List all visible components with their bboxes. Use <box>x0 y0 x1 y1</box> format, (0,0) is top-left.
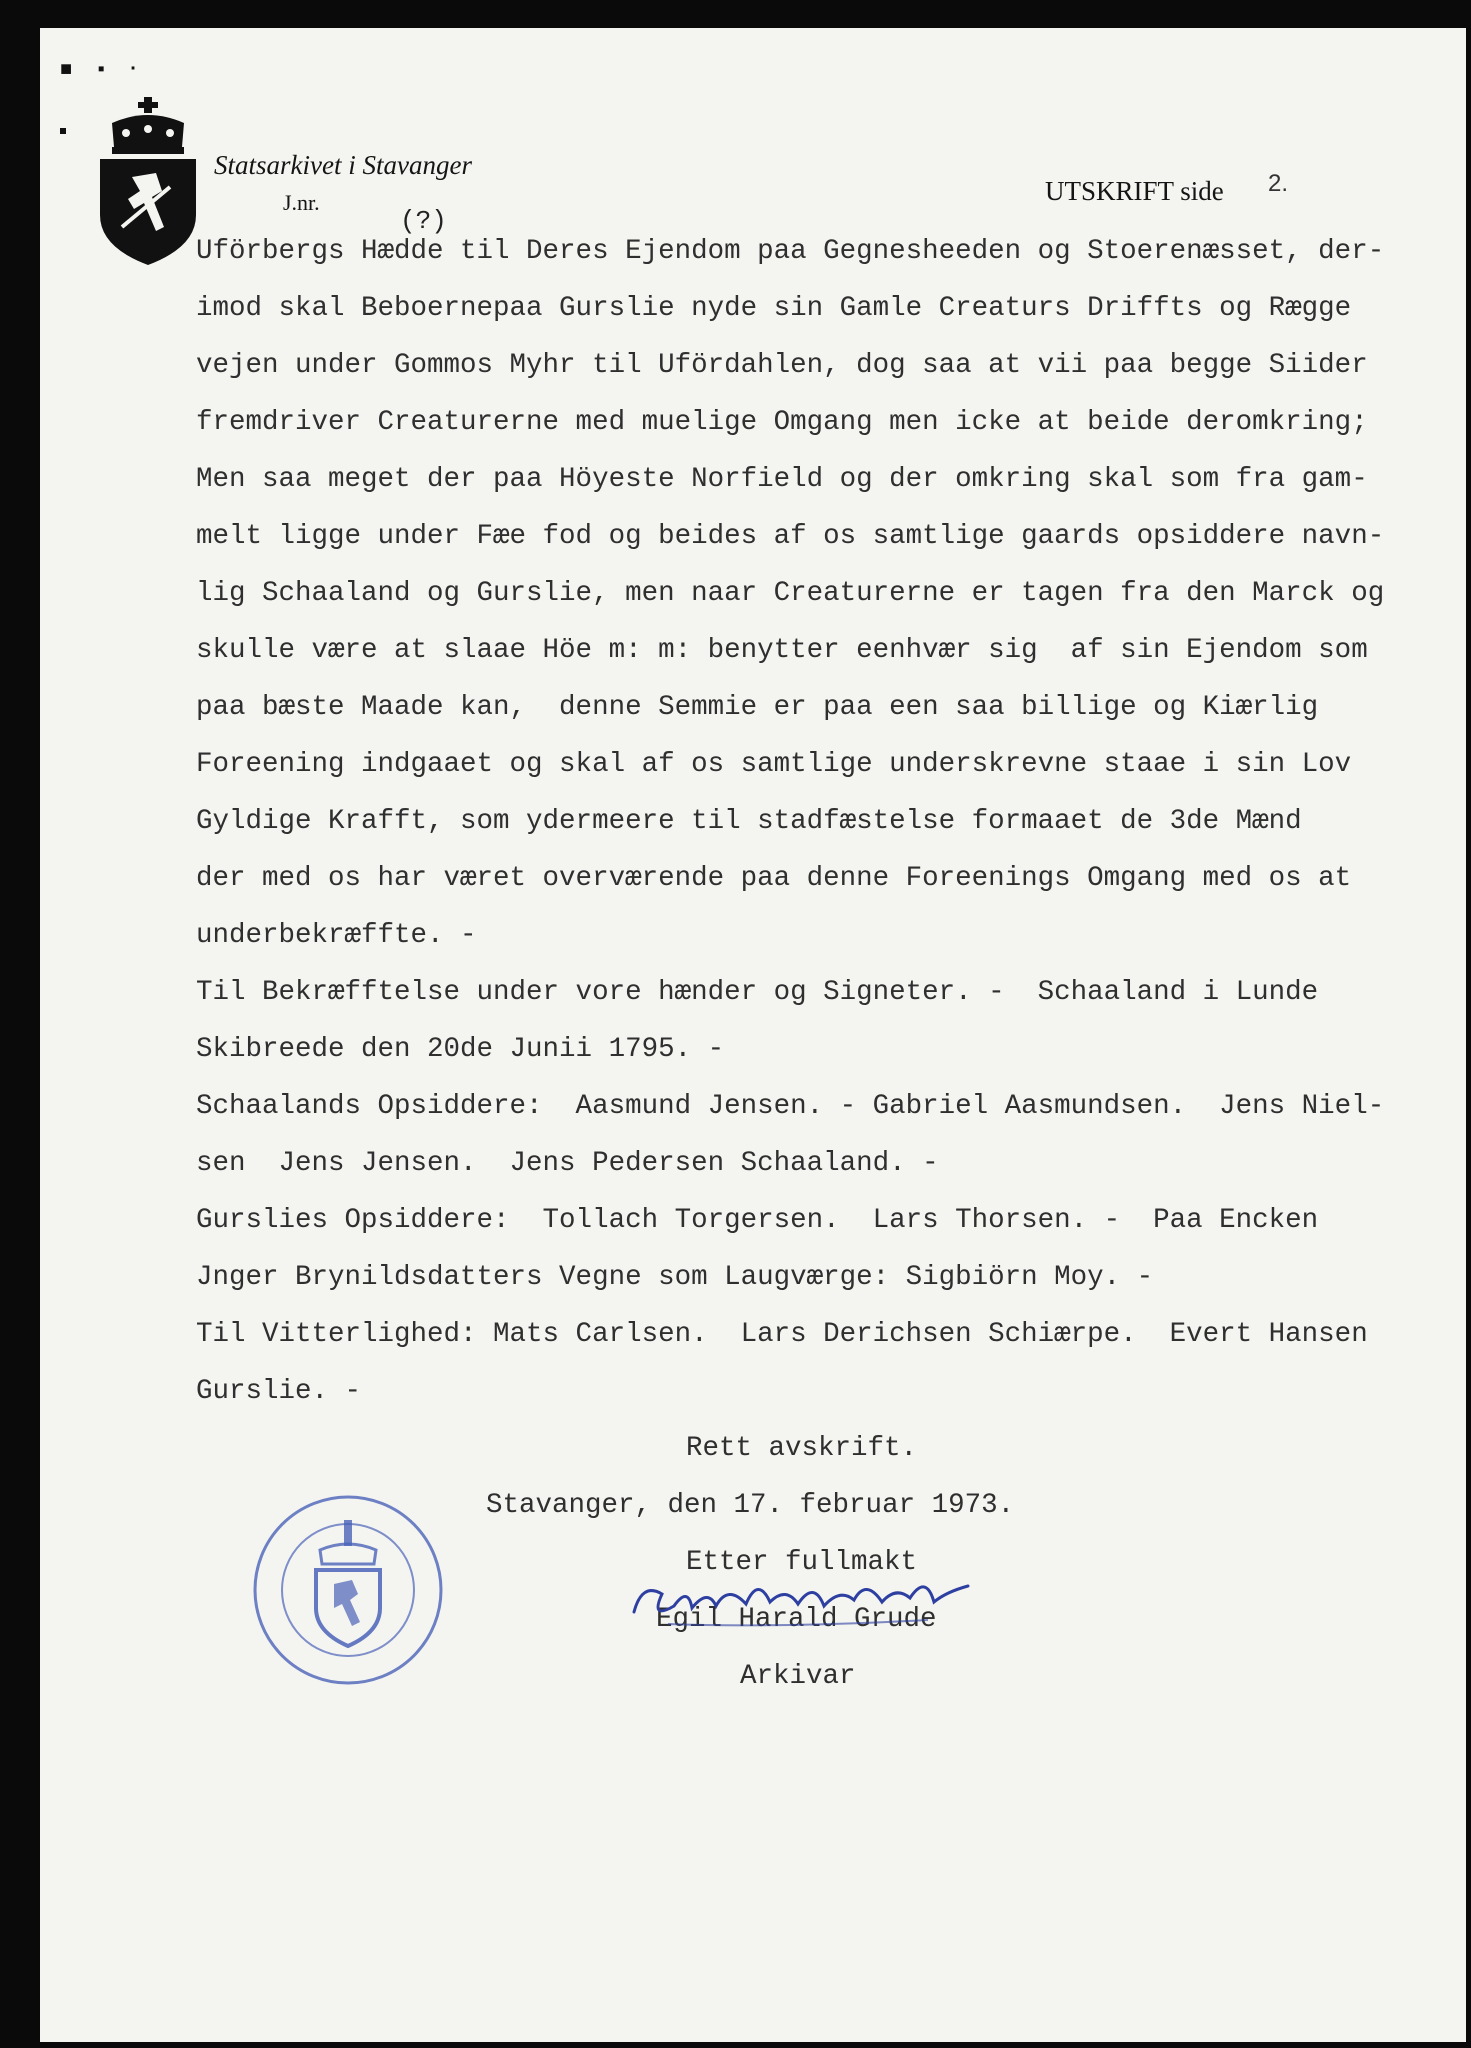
scan-margin-marks: ■ ▪ · <box>60 58 147 80</box>
body-line: melt ligge under Fæe fod og beides af os samtlige gaards opsiddere navn- <box>196 521 1385 552</box>
transcript-label: UTSKRIFT side <box>1045 176 1224 206</box>
body-line: Schaalands Opsiddere: Aasmund Jensen. - Gabriel Aasmundsen. Jens Niel- <box>196 1091 1385 1122</box>
body-line: fremdriver Creaturerne med muelige Omgang men icke at beide deromkring; <box>196 407 1368 438</box>
body-line: Til Bekræfftelse under vore hænder og Signeter. - Schaaland i Lunde <box>196 977 1319 1008</box>
body-line: Men saa meget der paa Höyeste Norfield og der omkring skal som fra gam- <box>196 464 1368 495</box>
signer-name: Egil Harald Grude <box>656 1604 937 1635</box>
body-line: imod skal Beboernepaa Gurslie nyde sin Gamle Creaturs Driffts og Rægge <box>196 293 1352 324</box>
coat-of-arms-logo <box>98 95 198 267</box>
authority-line: Etter fullmakt <box>686 1547 918 1578</box>
body-line: Gyldige Krafft, som ydermeere til stadfæstelse formaaet de 3de Mænd <box>196 806 1302 837</box>
body-line: Skibreede den 20de Junii 1795. - <box>196 1034 725 1065</box>
journal-number-value: (?) <box>400 206 447 236</box>
body-line: underbekræffte. - <box>196 920 477 951</box>
certified-copy: Rett avskrift. <box>686 1433 918 1464</box>
body-line: Til Vitterlighed: Mats Carlsen. Lars Derichsen Schiærpe. Evert Hansen <box>196 1319 1368 1350</box>
body-line: der med os har været overværende paa denne Foreenings Omgang med os at <box>196 863 1352 894</box>
body-line: Jnger Brynildsdatters Vegne som Laugværge: Sigbiörn Moy. - <box>196 1262 1154 1293</box>
body-line: sen Jens Jensen. Jens Pedersen Schaaland. - <box>196 1148 939 1179</box>
body-line: Gurslie. - <box>196 1376 362 1407</box>
handwritten-signature <box>628 1568 978 1638</box>
page-number: 2. <box>1268 170 1289 197</box>
place-date: Stavanger, den 17. februar 1973. <box>486 1490 1015 1521</box>
signer-title: Arkivar <box>740 1661 856 1692</box>
archive-stamp <box>248 1490 448 1690</box>
body-line: skulle være at slaae Höe m: m: benytter eenhvær sig af sin Ejendom som <box>196 635 1368 666</box>
journal-number-label: J.nr. <box>283 190 320 215</box>
archive-name: Statsarkivet i Stavanger <box>214 150 472 180</box>
body-line: Gurslies Opsiddere: Tollach Torgersen. Lars Thorsen. - Paa Encken <box>196 1205 1319 1236</box>
body-line: lig Schaaland og Gurslie, men naar Creaturerne er tagen fra den Marck og <box>196 578 1385 609</box>
body-line: paa bæste Maade kan, denne Semmie er paa een saa billige og Kiærlig <box>196 692 1319 723</box>
body-line: Foreening indgaaet og skal af os samtlige underskrevne staae i sin Lov <box>196 749 1352 780</box>
scan-margin-mark <box>60 128 66 134</box>
body-line: Uförbergs Hædde til Deres Ejendom paa Gegnesheeden og Stoerenæsset, der- <box>196 236 1385 267</box>
body-line: vejen under Gommos Myhr til Ufördahlen, dog saa at vii paa begge Siider <box>196 350 1368 381</box>
